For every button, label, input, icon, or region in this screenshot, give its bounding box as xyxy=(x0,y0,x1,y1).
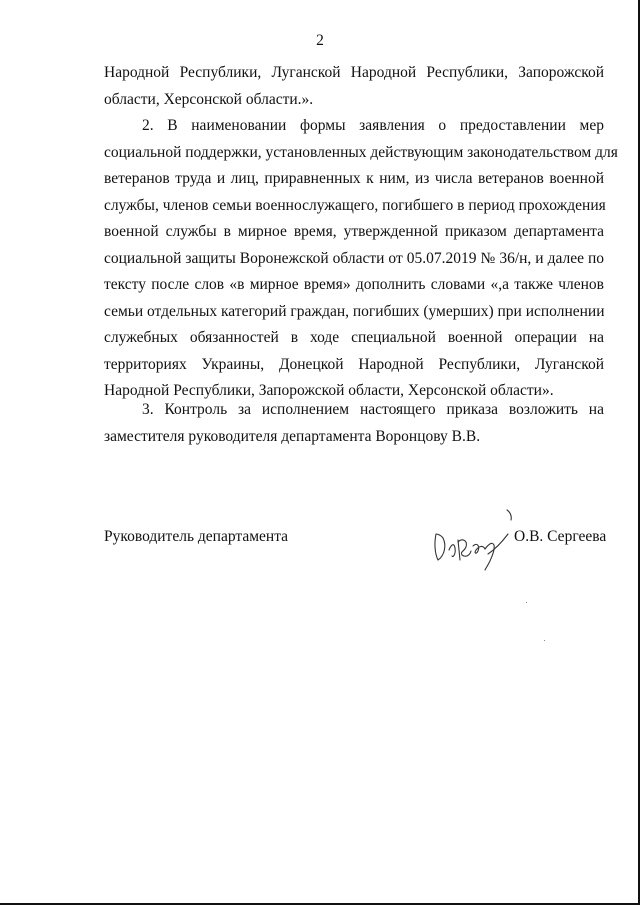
paragraph-item-3 xyxy=(104,397,604,450)
text-line: социальной поддержки, установленных действующим законодательством для xyxy=(104,143,618,161)
text-line: территориях Украины, Донецкой Народной Республики, Луганской xyxy=(104,355,604,373)
text-line: тексту после слов «в мирное время» дополнить словами «,а также членов xyxy=(104,276,604,293)
paragraph-continuation xyxy=(104,60,604,113)
text-line: службы, членов семьи военнослужащего, погибшего в период прохождения xyxy=(104,196,606,214)
signatory-position: Руководитель департамента xyxy=(104,528,289,545)
handwritten-signature xyxy=(422,498,522,576)
scan-speck xyxy=(526,602,527,603)
text-line: Народной Республики, Луганской Народной Республики, Запорожской xyxy=(104,64,604,81)
text-line: ветеранов труда и лиц, приравненных к ним, из числа ветеранов военной xyxy=(104,170,604,187)
text-line: Народной Республики, Запорожской области, Херсонской области». xyxy=(104,382,554,399)
scan-speck xyxy=(544,640,545,641)
text-line: области, Херсонской области.». xyxy=(104,90,314,108)
page-number: 2 xyxy=(316,32,324,49)
text-line: 3. Контроль за исполнением настоящего приказа возложить на xyxy=(142,401,604,418)
text-line: семьи отдельных категорий граждан, погибших (умерших) при исполнении xyxy=(104,302,605,320)
text-line: социальной защиты Воронежской области от 05.07.2019 № 36/н, и далее по xyxy=(104,249,604,267)
signatory-name: О.В. Сергеева xyxy=(514,528,607,545)
text-line: заместителя руководителя департамента Воронцову В.В. xyxy=(104,427,481,445)
paragraph-item-2 xyxy=(104,113,618,405)
text-line: служебных обязанностей в ходе специальной военной операции на xyxy=(104,329,604,346)
text-line: военной службы в мирное время, утвержденной приказом департамента xyxy=(104,223,604,240)
text-line: 2. В наименовании формы заявления о предоставлении мер xyxy=(142,117,604,134)
